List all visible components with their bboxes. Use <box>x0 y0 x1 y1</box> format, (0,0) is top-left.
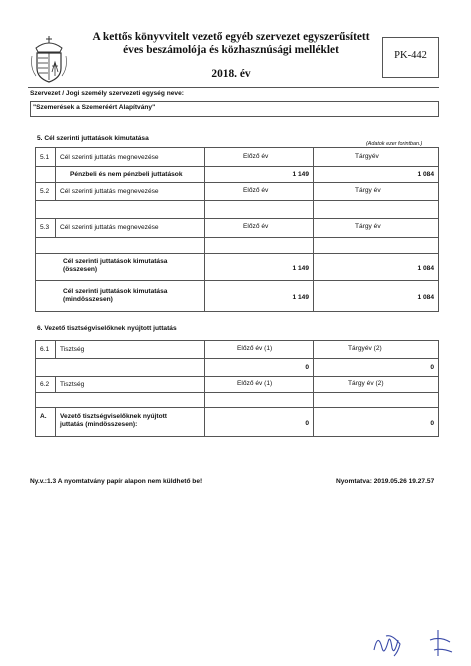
row-6-2-prev-year-label: Előző év (1) <box>237 380 273 387</box>
row-6-1-prev-value: 0 <box>305 364 309 371</box>
footer-note: Ny.v.:1.3 A nyomtatvány papír alapon nem küldhető be! <box>30 478 203 485</box>
org-name: "Szemerések a Szemeréért Alapítvány" <box>33 104 156 111</box>
row-5-2-curr-year-label: Tárgy év <box>355 187 381 194</box>
row-6-1-label: Tisztség <box>60 346 85 353</box>
row-a-prev-value: 0 <box>305 420 309 427</box>
row-6-1-prev-year-label: Előző év (1) <box>237 345 273 352</box>
row-a-curr-value: 0 <box>430 420 434 427</box>
row-5-2-label: Cél szerinti juttatás megnevezése <box>60 188 159 195</box>
row-5-3-label: Cél szerinti juttatás megnevezése <box>60 224 159 231</box>
row-5-1-curr-year-label: Tárgyév <box>355 153 379 160</box>
coat-of-arms-icon <box>30 32 68 84</box>
row-6-1-curr-value: 0 <box>430 364 434 371</box>
org-label: Szervezet / Jogi személy szervezeti egység neve: <box>30 90 184 97</box>
row-5-1-prev-value: 1 149 <box>292 171 309 178</box>
section6-title: 6. Vezető tisztségviselőknek nyújtott juttatás <box>37 325 177 332</box>
row-5-2-number: 5.2 <box>40 188 50 195</box>
section5-units-note: (Adatok ezer forintban.) <box>366 141 423 147</box>
form-title-line2: éves beszámolója és közhasznúsági melléklet <box>123 43 339 56</box>
row-6-2-curr-year-label: Tárgy év (2) <box>348 380 384 387</box>
row-5-2-prev-year-label: Előző év <box>243 187 269 194</box>
row-5-3-prev-year-label: Előző év <box>243 223 269 230</box>
row-5-3-curr-year-label: Tárgy év <box>355 223 381 230</box>
footer-print-date: Nyomtatva: 2019.05.26 19.27.57 <box>336 478 435 485</box>
grand-total-5-label-line1: Cél szerinti juttatások kimutatása <box>63 288 168 295</box>
row-5-1-label: Cél szerinti juttatás megnevezése <box>60 154 159 161</box>
row-5-1-number: 5.1 <box>40 154 50 161</box>
total-5-curr-value: 1 084 <box>417 265 434 272</box>
row-5-1-prev-year-label: Előző év <box>243 153 269 160</box>
total-5-prev-value: 1 149 <box>292 265 309 272</box>
section5-title: 5. Cél szerinti juttatások kimutatása <box>37 135 149 142</box>
row-5-1-curr-value: 1 084 <box>417 171 434 178</box>
row-a-label-line1: Vezető tisztségviselőknek nyújtott <box>60 413 167 420</box>
form-code: PK-442 <box>394 50 427 61</box>
row-6-1-curr-year-label: Tárgyév (2) <box>348 345 382 352</box>
row-6-2-label: Tisztség <box>60 381 85 388</box>
row-5-3-number: 5.3 <box>40 224 50 231</box>
total-5-label-line1: Cél szerinti juttatások kimutatása <box>63 258 168 265</box>
row-5-1-sub-label: Pénzbeli és nem pénzbeli juttatások <box>70 171 183 178</box>
form-title-line1: A kettős könyvvitelt vezető egyéb szervezet egyszerűsített <box>92 31 370 43</box>
signature-icon <box>368 622 458 662</box>
grand-total-5-prev-value: 1 149 <box>292 294 309 301</box>
row-a-number: A. <box>40 413 47 420</box>
total-5-label-line2: (összesen) <box>63 266 98 273</box>
row-6-1-number: 6.1 <box>40 346 50 353</box>
grand-total-5-curr-value: 1 084 <box>417 294 434 301</box>
grand-total-5-label-line2: (mindösszesen) <box>63 296 113 303</box>
row-a-label-line2: juttatás (mindösszesen): <box>60 421 138 428</box>
form-year: 2018. év <box>211 68 251 80</box>
row-6-2-number: 6.2 <box>40 381 50 388</box>
